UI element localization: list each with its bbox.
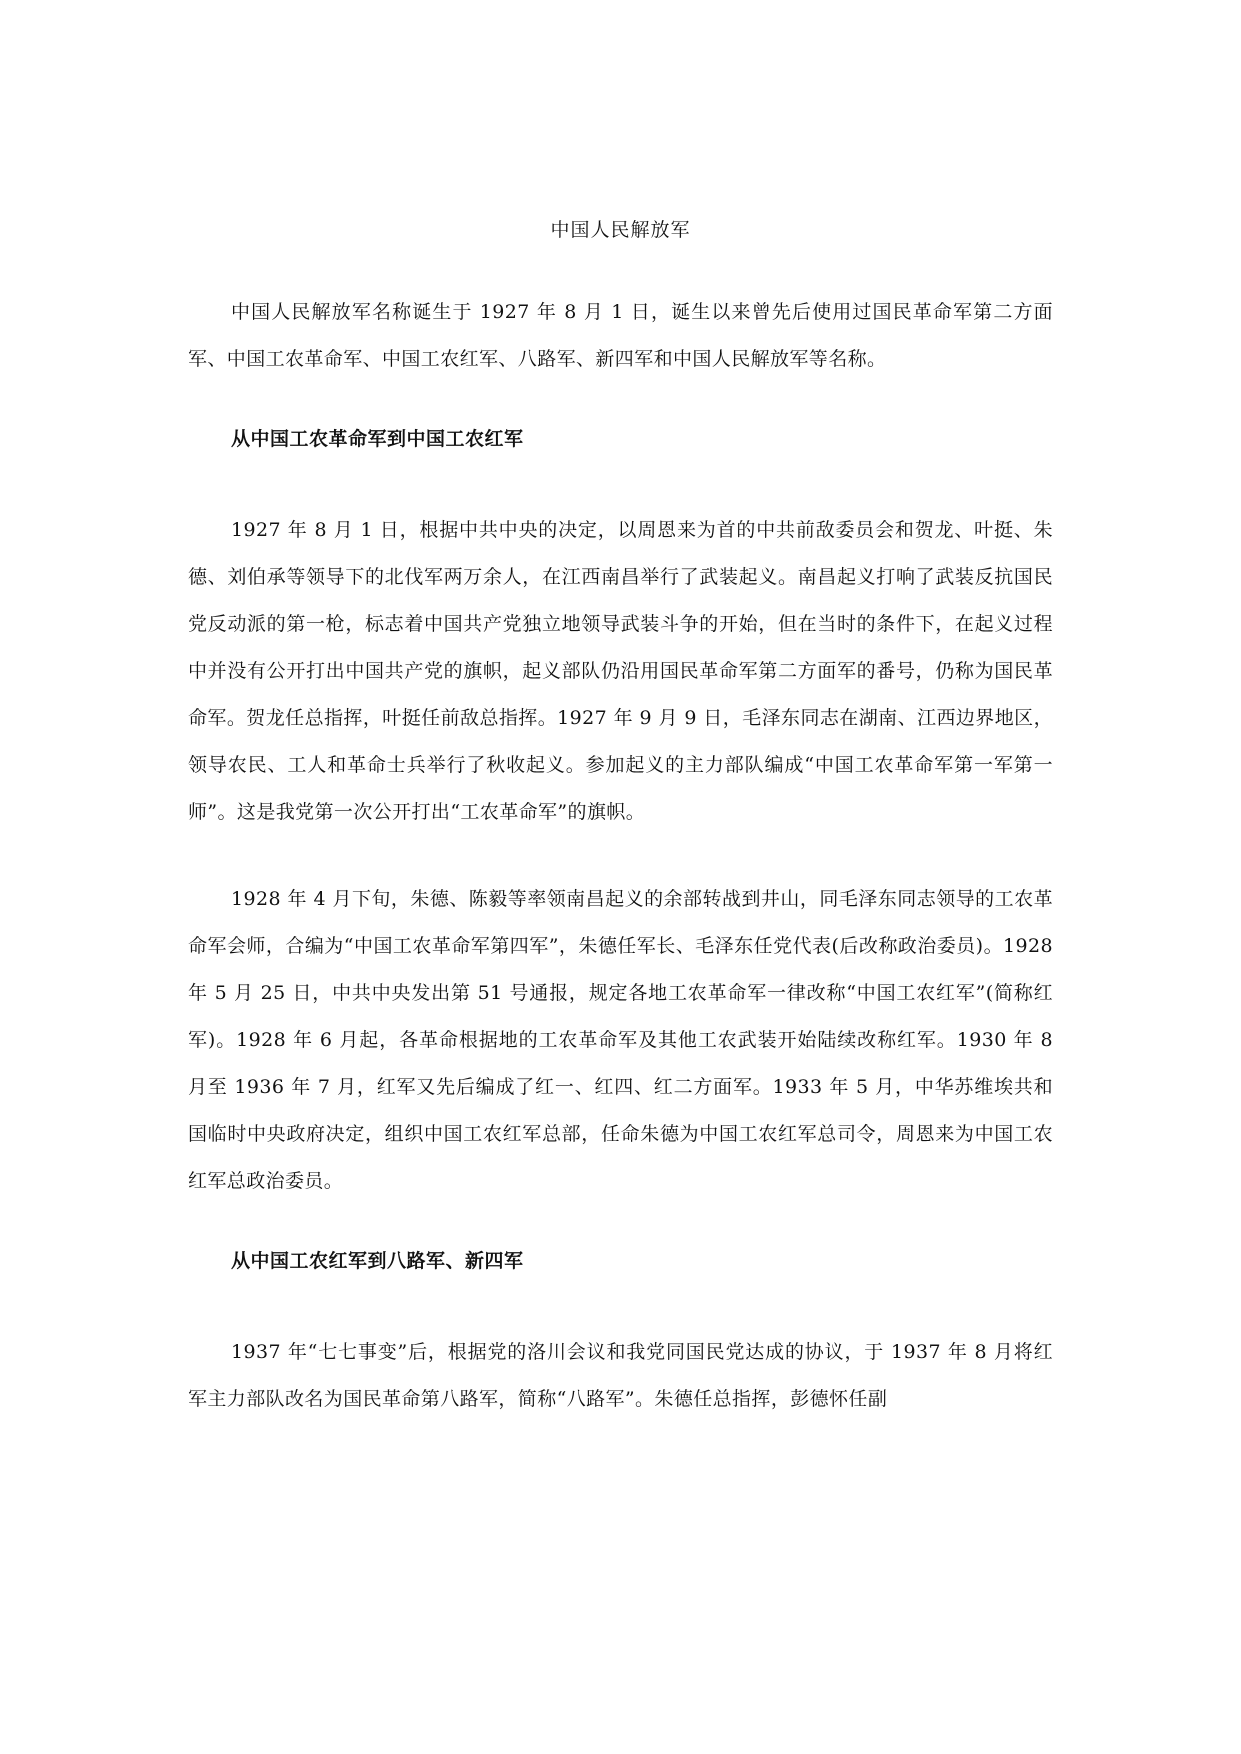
section-heading: 从中国工农革命军到中国工农红军 <box>231 428 524 450</box>
paragraph-gap <box>188 836 1053 876</box>
section-paragraph: 1927 年 8 月 1 日，根据中共中央的决定，以周恩来为首的中共前敌委员会和贺龙、叶挺、朱德、刘伯承等领导下的北伐军两万余人，在江西南昌举行了武装起义。南昌起义打响了武装反抗国民党反动派的第一枪，标志着中国共产党独立地领导武装斗争的开始，但在当时的条件下，在起义过程中并没有公开打出中国共产党的旗帜，起义部队仍沿用国民革命军第二方面军的番号，仍称为国民革命军。贺龙任总指挥，叶挺任前敌总指挥。1927 年 9 月 9 日，毛泽东同志在湖南、江西边界地区，领导农民、工人和革命士兵举行了秋收起义。参加起义的主力部队编成“中国工农革命军第一军第一师”。这是我党第一次公开打出“工农革命军”的旗帜。 <box>188 519 1053 823</box>
section-paragraph: 1937 年“七七事变”后，根据党的洛川会议和我党同国民党达成的协议，于 1937 年 8 月将红军主力部队改名为国民革命第八路军，简称“八路军”。朱德任总指挥，彭德怀任副 <box>188 1341 1053 1410</box>
intro-paragraph: 中国人民解放军名称诞生于 1927 年 8 月 1 日，诞生以来曾先后使用过国民革命军第二方面军、中国工农革命军、中国工农红军、八路军、新四军和中国人民解放军等名称。 <box>188 301 1053 370</box>
section-heading: 从中国工农红军到八路军、新四军 <box>231 1250 524 1272</box>
section-paragraph: 1928 年 4 月下旬，朱德、陈毅等率领南昌起义的余部转战到井山，同毛泽东同志领导的工农革命军会师，合编为“中国工农革命军第四军”，朱德任军长、毛泽东任党代表(后改称政治委员)。1928 年 5 月 25 日，中共中央发出第 51 号通报，规定各地工农革命军一律改称“中国工农红军”(简称红军)。1928 年 6 月起，各革命根据地的工农革命军及其他工农武装开始陆续改称红军。1930 年 8 月至 1936 年 7 月，红军又先后编成了红一、红四、红二方面军。1933 年 5 月，中华苏维埃共和国临时中央政府决定，组织中国工农红军总部，任命朱德为中国工农红军总司令，周恩来为中国工农红军总政治委员。 <box>188 888 1053 1192</box>
document-body <box>188 214 1053 1423</box>
document-title: 中国人民解放军 <box>550 219 691 241</box>
